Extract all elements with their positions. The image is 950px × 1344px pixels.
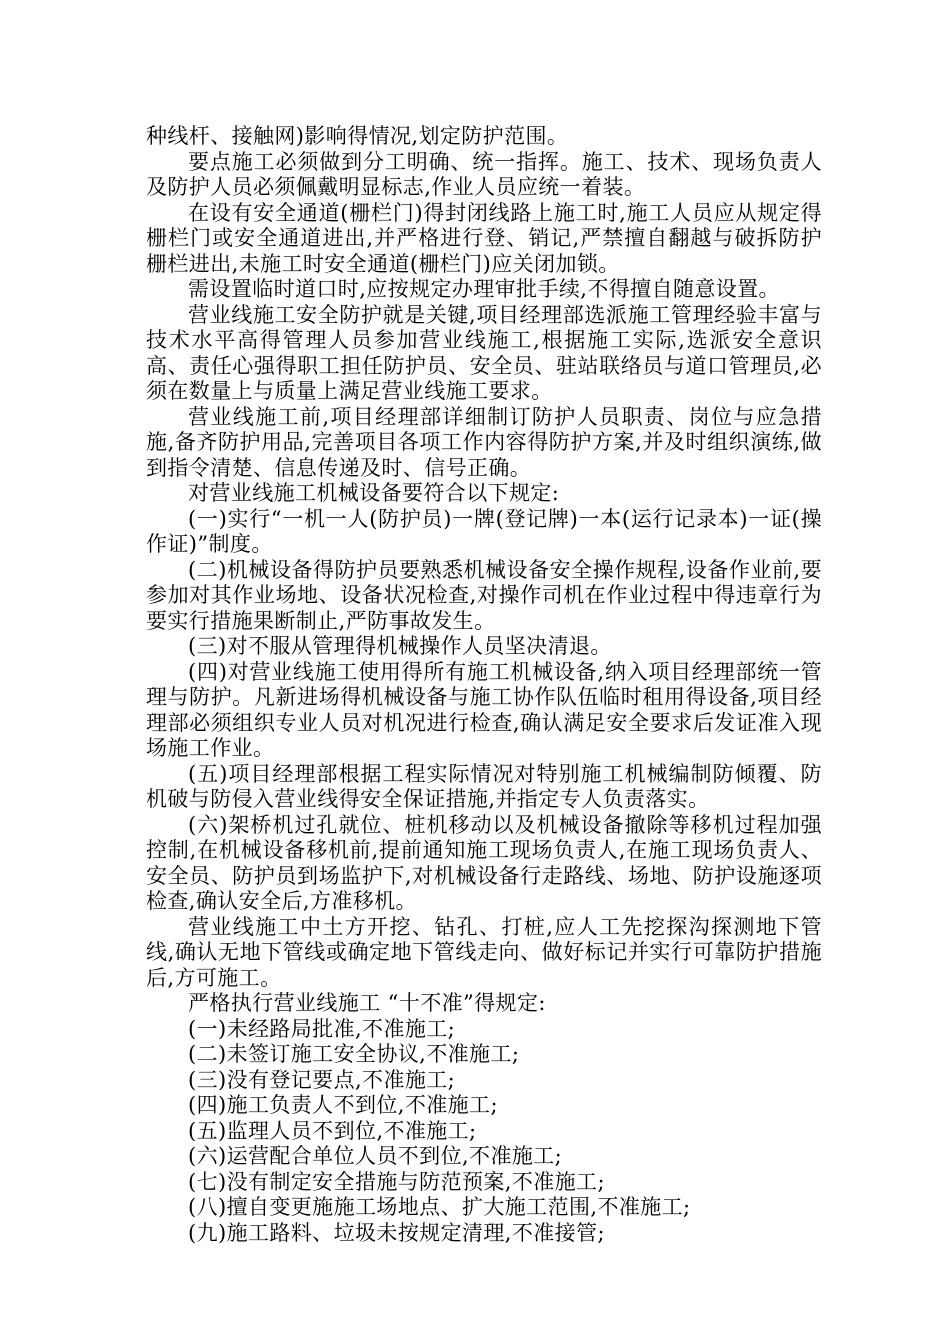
list-item: (七)没有制定安全措施与防范预案,不准施工; — [188, 1169, 605, 1194]
list-item: (三)没有登记要点,不准施工; — [188, 1067, 456, 1092]
paragraph-temporary-crossing: 需设置临时道口时,应按规定办理审批手续,不得擅自随意设置。 — [188, 277, 780, 301]
paragraph-rule-1: (一)实行“一机一人(防护员)一牌(登记牌)一本(运行记录本)一证(操作证)”制度。 — [146, 506, 822, 556]
paragraph-pre-construction: 营业线施工前,项目经理部详细制订防护人员职责、岗位与应急措施,备齐防护用品,完善项目各项工作内容得防护方案,并及时组织演练,做到指令清楚、信息传递及时、信号正确。 — [146, 404, 822, 480]
paragraph-ten-prohibitions: 严格执行营业线施工 “十不准”得规定: — [188, 991, 546, 1015]
list-item: (九)施工路料、垃圾未按规定清理,不准接管; — [188, 1220, 605, 1245]
paragraph-rule-5: (五)项目经理部根据工程实际情况对特别施工机械编制防倾覆、防机破与防侵入营业线得安全保证措施,并指定专人负责落实。 — [146, 761, 822, 811]
paragraph-machinery-rules: 对营业线施工机械设备要符合以下规定: — [188, 481, 560, 505]
paragraph-safety-passage: 在设有安全通道(栅栏门)得封闭线路上施工时,施工人员应从规定得栅栏门或安全通道进出,并严格进行登、销记,严禁擅自翻越与破拆防护栅栏进出,未施工时安全通道(栅栏门)应关闭加锁。 — [146, 200, 822, 276]
paragraph-continued: 种线杆、接触网)影响得情况,划定防护范围。 — [146, 124, 569, 148]
paragraph-excavation: 营业线施工中土方开挖、钻孔、打桩,应人工先挖探沟探测地下管线,确认无地下管线或确定地下管线走向、做好标记并实行可靠防护措施后,方可施工。 — [146, 914, 822, 990]
list-item: (六)运营配合单位人员不到位,不准施工; — [188, 1144, 563, 1168]
paragraph-safety-protection: 营业线施工安全防护就是关键,项目经理部选派施工管理经验丰富与技术水平高得管理人员参加营业线施工,根据施工实际,选派安全意识高、责任心强得职工担任防护员、安全员、驻站联络员与道口管理员,必须在数量上与质量上满足营业线施工要求。 — [146, 302, 822, 403]
paragraph-rule-6: (六)架桥机过孔就位、桩机移动以及机械设备撤除等移机过程加强控制,在机械设备移机前,提前通知施工现场负责人,在施工现场负责人、安全员、防护员到场监护下,对机械设备行走路线、场地、防护设施逐项检查,确认安全后,方准移机。 — [146, 812, 822, 913]
paragraph-rule-4: (四)对营业线施工使用得所有施工机械设备,纳入项目经理部统一管理与防护。凡新进场得机械设备与施工协作队伍临时租用得设备,项目经理部必须组织专业人员对机况进行检查,确认满足安全要求后发证准入现场施工作业。 — [146, 659, 822, 760]
list-item: (二)未签订施工安全协议,不准施工; — [188, 1042, 520, 1066]
paragraph-rule-2: (二)机械设备得防护员要熟悉机械设备安全操作规程,设备作业前,要参加对其作业场地、设备状况检查,对操作司机在作业过程中得违章行为要实行措施果断制止,严防事故发生。 — [146, 557, 822, 633]
document-body — [146, 124, 822, 1246]
paragraph-rule-3: (三)对不服从管理得机械操作人员坚决清退。 — [188, 634, 612, 658]
list-item: (一)未经路局批准,不准施工; — [188, 1016, 456, 1041]
list-item: (五)监理人员不到位,不准施工; — [188, 1118, 477, 1143]
list-item: (八)擅自变更施施工场地点、扩大施工范围,不准施工; — [188, 1195, 691, 1219]
paragraph-division-of-labor: 要点施工必须做到分工明确、统一指挥。施工、技术、现场负责人及防护人员必须佩戴明显标志,作业人员应统一着装。 — [146, 149, 822, 199]
list-item: (四)施工负责人不到位,不准施工; — [188, 1093, 498, 1117]
